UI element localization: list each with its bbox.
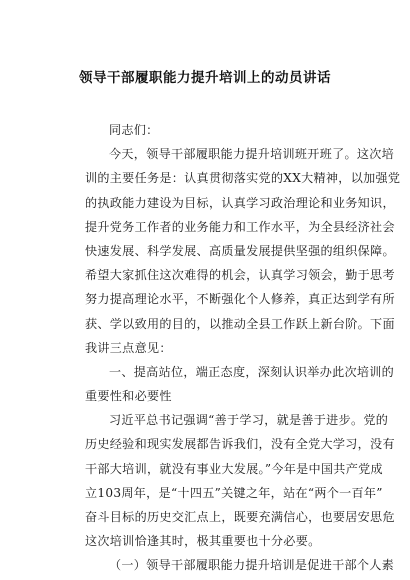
paragraph-line: 奋斗目标的历史交汇点上，既要充满信心，也要居安思危	[85, 510, 395, 524]
paragraph-line: 干部大培训，就没有事业大发展。”今年是中国共产党成	[85, 461, 383, 476]
paragraph-line: 提升党务工作者的业务能力和工作水平，为全县经济社会	[85, 219, 395, 234]
paragraph-line: 习近平总书记强调“善于学习，就是善于进步。党的	[109, 413, 389, 428]
paragraph-line: 快速发展、科学发展、高质量发展提供坚强的组织保障。	[85, 243, 395, 258]
paragraph-line: 努力提高理论水平，不断强化个人修养，真正达到学有所	[85, 292, 395, 307]
paragraph-line: 一、提高站位，端正态度，深刻认识举办此次培训的	[109, 364, 395, 379]
paragraph-line: 的执政能力建设为目标，认真学习政治理论和业务知识，	[85, 195, 395, 210]
paragraph-line: 同志们：	[109, 123, 159, 137]
paragraph-line: 立103周年，是“十四五”关键之年，站在“两个一百年”	[85, 485, 383, 500]
document-title: 领导干部履职能力提升培训上的动员讲话	[79, 70, 331, 86]
paragraph-line: 我讲三点意见：	[85, 340, 172, 355]
paragraph-line: 训的主要任务是：认真贯彻落实党的XX大精神，以加强党	[85, 171, 401, 186]
paragraph-line: 今天，领导干部履职能力提升培训班开班了。这次培	[109, 147, 395, 162]
paragraph-line: 希望大家抓住这次难得的机会，认真学习领会，勤于思考	[85, 268, 395, 283]
paragraph-line: （一）领导干部履职能力提升培训是促进干部个人素	[109, 558, 395, 573]
document-body	[85, 118, 401, 578]
paragraph-line: 历史经验和现实发展都告诉我们，没有全党大学习，没有	[85, 437, 395, 452]
paragraph-line: 这次培训恰逢其时，极其重要也十分必要。	[85, 534, 321, 549]
paragraph-line: 重要性和必要性	[85, 389, 172, 404]
paragraph-line: 获、学以致用的目的，以推动全县工作跃上新台阶。下面	[85, 316, 395, 331]
